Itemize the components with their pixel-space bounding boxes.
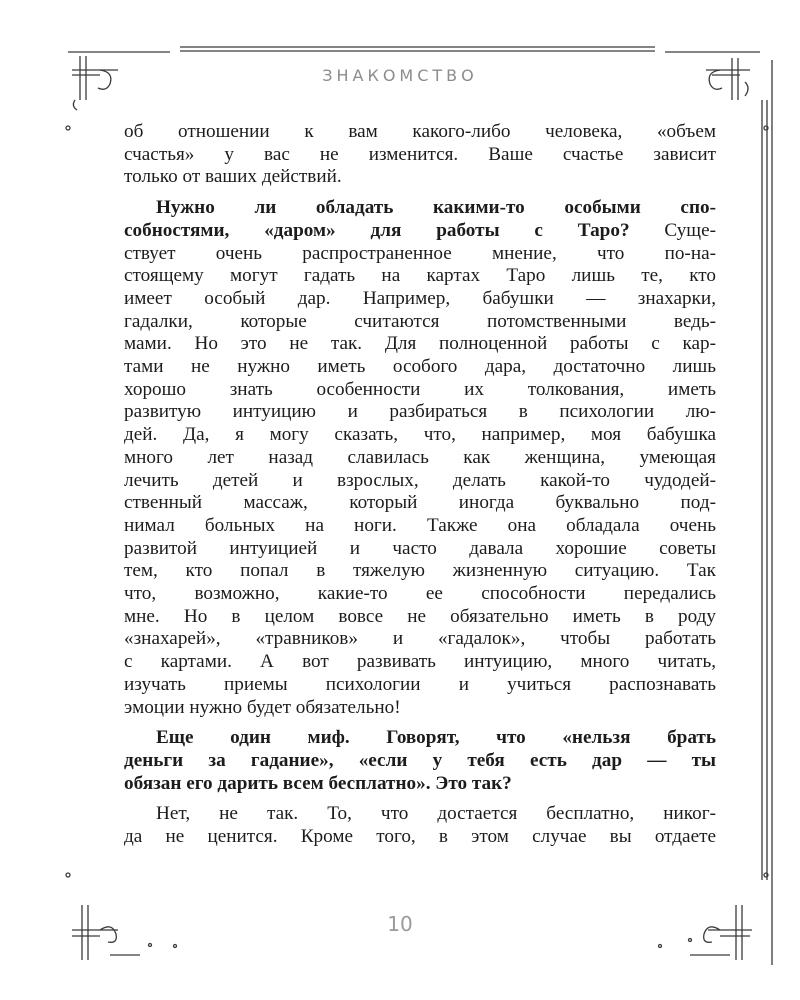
- text-line: [124, 220, 716, 243]
- text-line: [124, 727, 716, 750]
- bold-question: Еще один миф. Говорят, что «нельзя брать: [156, 727, 716, 749]
- paragraph: [124, 803, 716, 848]
- bold-question: деньги за гадание», «если у тебя есть дар — ты: [124, 749, 716, 771]
- text-line: об отношении к вам какого-либо человека, «объем: [124, 121, 716, 142]
- text-line: нимал больных на ноги. Также она обладала очень: [124, 514, 716, 536]
- text-line: мами. Но это не так. Для полноценной работы с кар-: [124, 333, 716, 355]
- paragraph: [124, 197, 716, 719]
- text-line: только от ваших действий.: [124, 166, 342, 188]
- bold-question: обязан его дарить всем бесплатно». Это так?: [124, 772, 512, 794]
- text-line: с картами. А вот развивать интуицию, много читать,: [124, 651, 716, 673]
- text-fragment: Суще-: [629, 219, 716, 241]
- running-header: ЗНАКОМСТВО: [322, 66, 478, 85]
- text-line: много лет назад славилась как женщина, умеющая: [124, 446, 716, 468]
- text-line: ственный массаж, который иногда буквально под-: [124, 492, 716, 514]
- page-number: 10: [387, 912, 413, 936]
- text-line: да не ценится. Кроме того, в этом случае вы отдаете: [124, 826, 716, 848]
- text-line: счастья» у вас не изменится. Ваше счастье зависит: [124, 143, 716, 165]
- bold-question: Нужно ли обладать какими-то особыми спо-: [156, 197, 716, 219]
- text-line: [124, 750, 716, 773]
- text-line: эмоции нужно будет обязательно!: [124, 696, 401, 718]
- text-line: ствует очень распространенное мнение, что по-на-: [124, 242, 716, 264]
- text-line: [124, 773, 716, 796]
- text-line: развитой интуицией и часто давала хорошие советы: [124, 537, 716, 559]
- text-line: мне. Но в целом вовсе не обязательно иметь в роду: [124, 605, 716, 627]
- bold-question: собностями, «даром» для работы с Таро?: [124, 219, 630, 241]
- text-line: изучать приемы психологии и учиться распознавать: [124, 673, 716, 695]
- text-line: [124, 197, 716, 220]
- text-line: дей. Да, я могу сказать, что, например, моя бабушка: [124, 424, 716, 446]
- text-line: развитую интуицию и разбираться в психологии лю-: [124, 401, 716, 423]
- paragraph: [124, 727, 716, 795]
- text-line: «знахарей», «травников» и «гадалок», чтобы работать: [124, 628, 716, 650]
- text-line: имеет особый дар. Например, бабушки — знахарки,: [124, 287, 716, 309]
- text-line: стоящему могут гадать на картах Таро лишь те, кто: [124, 265, 716, 287]
- text-line: что, возможно, какие-то ее способности передались: [124, 583, 716, 605]
- text-line: хорошо знать особенности их толкования, иметь: [124, 378, 716, 400]
- paragraph: [124, 121, 716, 189]
- text-line: гадалки, которые считаются потомственными ведь-: [124, 310, 716, 332]
- text-line: Нет, не так. То, что достается бесплатно, никог-: [156, 803, 716, 825]
- text-line: тем, кто попал в тяжелую жизненную ситуацию. Так: [124, 560, 716, 582]
- text-line: тами не нужно иметь особого дара, достаточно лишь: [124, 356, 716, 378]
- text-line: лечить детей и взрослых, делать какой-то чудодей-: [124, 469, 716, 491]
- page-body: [124, 121, 716, 849]
